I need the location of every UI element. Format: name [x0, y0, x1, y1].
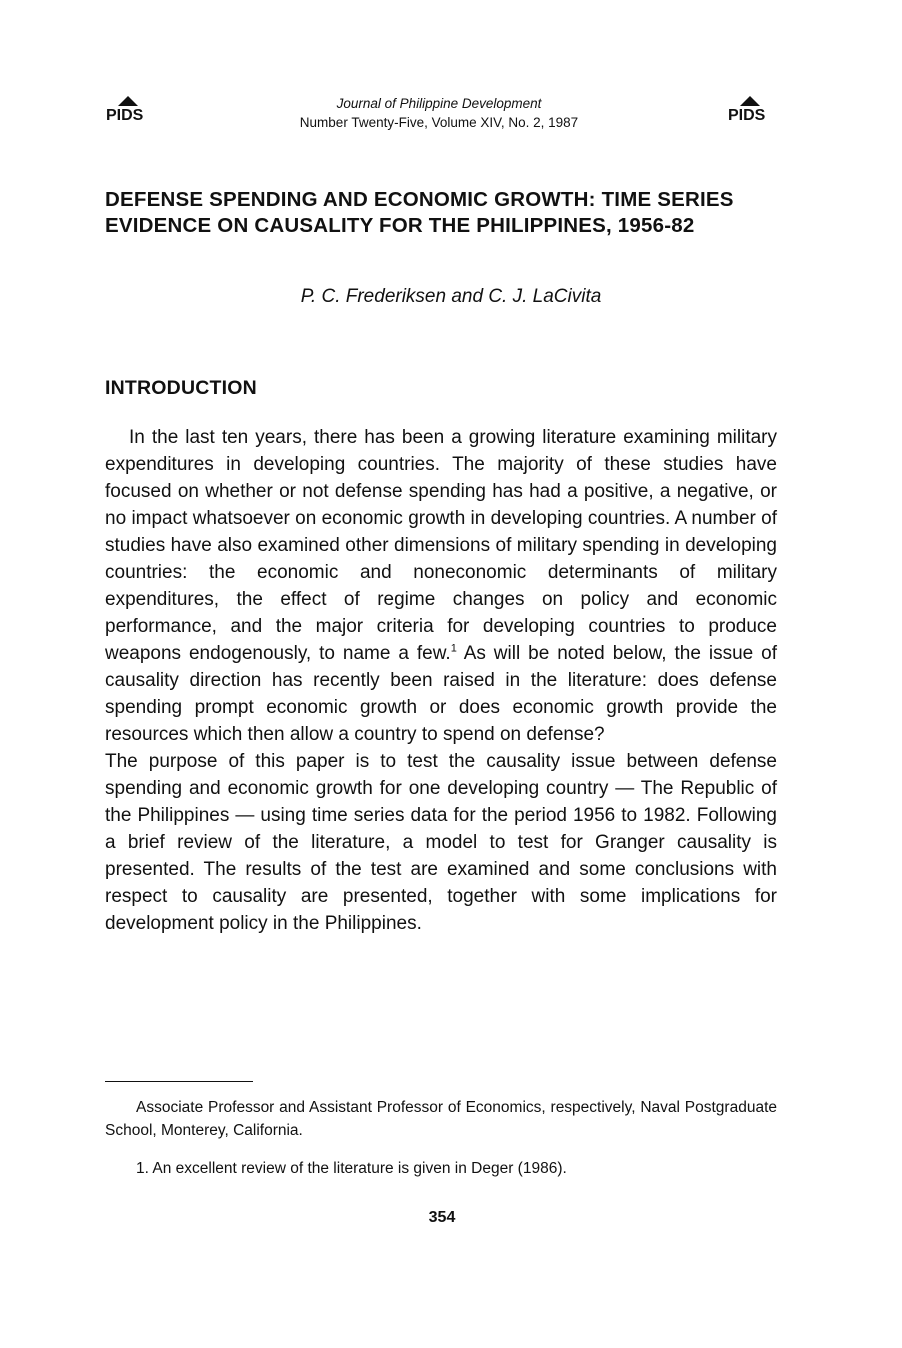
- paragraph-1-text: In the last ten years, there has been a growing literature examining military expenditures in developing countries. The majority of these studies have focused on whether or not defense spending has had a positive, a negative, or no impact whatsoever on economic growth in developing countries. A number of studies have also examined other dimensions of military spending in developing countries: the economic and noneconomic determinants of military expenditures, the effect of regime changes on policy and economic performance, and the major criteria for developing countries to produce weapons endogenously, to name a few.: [105, 427, 777, 664]
- pids-logo-text: PIDS: [106, 107, 144, 124]
- journal-issue: Number Twenty-Five, Volume XIV, No. 2, 1987: [299, 115, 579, 130]
- page-number: 354: [428, 1209, 456, 1226]
- pids-logo-right: [726, 94, 776, 124]
- paragraph-1: [105, 424, 777, 748]
- footnote-ref-1: 1: [450, 642, 457, 655]
- paragraph-1-continued: As will be noted below, the issue of causality direction has recently been raised in the literature: does defense spending prompt economic growth or does economic growth provide the resources which then allow a country to spend on defense?: [105, 643, 777, 745]
- article-title-line-1: DEFENSE SPENDING AND ECONOMIC GROWTH: TIME SERIES: [105, 188, 734, 211]
- article-authors: P. C. Frederiksen and C. J. LaCivita: [300, 286, 602, 307]
- pids-logo-icon: [726, 94, 776, 124]
- article-title: [105, 187, 785, 239]
- pids-logo-text: PIDS: [728, 107, 766, 124]
- author-affiliation-note: Associate Professor and Assistant Professor of Economics, respectively, Naval Postgraduate School, Monterey, California.: [105, 1099, 777, 1139]
- paragraph-2: The purpose of this paper is to test the causality issue between defense spending and economic growth for one developing country — The Republic of the Philippines — using time series data for the period 1956 to 1982. Following a brief review of the literature, a model to test for Granger causality is presented. The results of the test are examined and some conclusions with respect to causality are presented, together with some implications for development policy in the Philippines.: [105, 751, 777, 934]
- journal-name: Journal of Philippine Development: [336, 96, 542, 111]
- footnote-divider: [105, 1081, 253, 1082]
- footnote-1: 1. An excellent review of the literature is given in Deger (1986).: [136, 1160, 567, 1177]
- article-title-line-2: EVIDENCE ON CAUSALITY FOR THE PHILIPPINES, 1956-82: [105, 214, 695, 237]
- section-heading-introduction: INTRODUCTION: [105, 377, 257, 399]
- introduction-body: [105, 424, 777, 937]
